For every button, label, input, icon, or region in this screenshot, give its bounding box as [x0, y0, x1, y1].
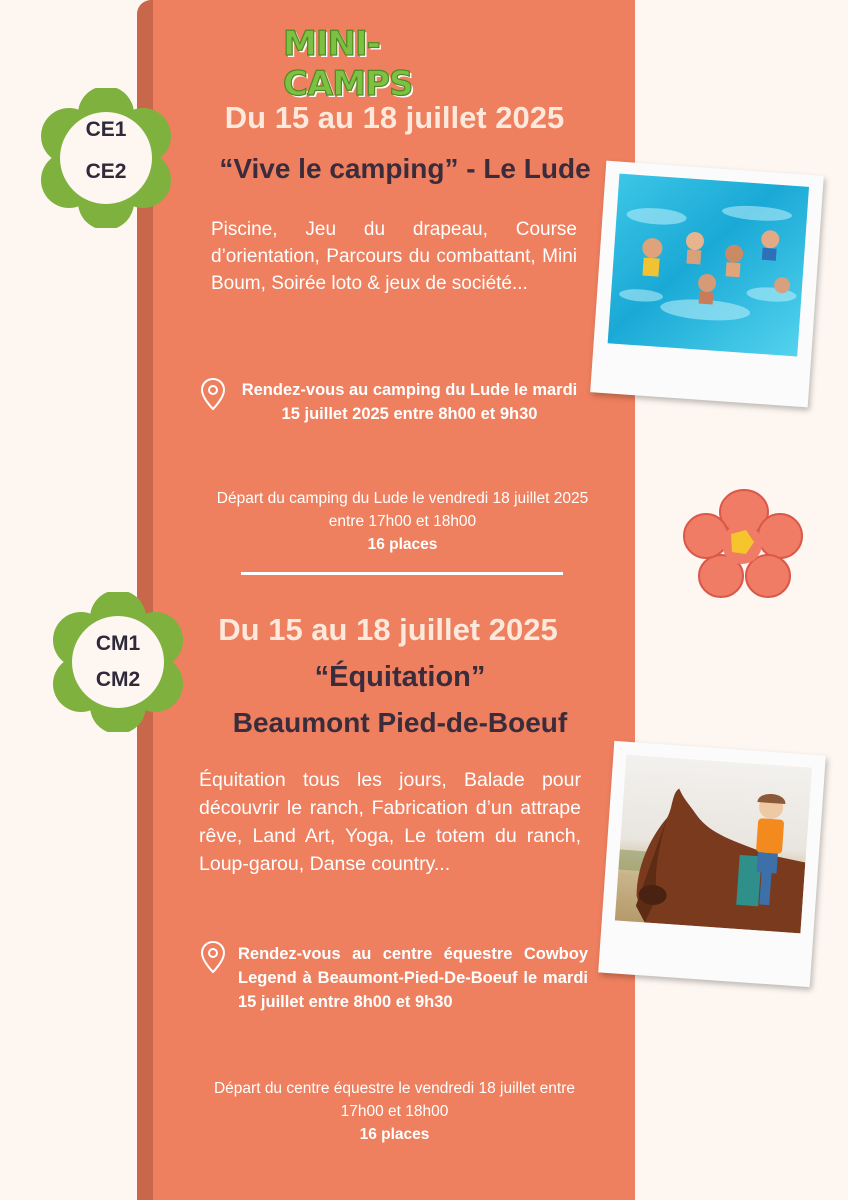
camp-dates: Du 15 au 18 juillet 2025: [218, 612, 558, 647]
departure-text: Départ du camping du Lude le vendredi 18 juillet 2025 entre 17h00 et 18h00: [216, 490, 589, 530]
camp-description: Équitation tous les jours, Balade pour découvrir le ranch, Fabrication d’un attrape rêve, Land Art, Yoga, Le totem du ranch, Loup-garou, Danse country...: [199, 769, 581, 875]
camp-name: “Vive le camping” - Le Lude: [219, 153, 591, 184]
level-label: CE2: [85, 160, 127, 183]
places-count: 16 places: [359, 1126, 430, 1143]
meeting-info: Rendez-vous au camping du Lude le mardi 15 juillet 2025 entre 8h00 et 9h30: [241, 381, 578, 423]
flower-badge-icon: [36, 88, 176, 228]
level-label: CM2: [95, 668, 141, 691]
level-label: CE1: [85, 118, 127, 141]
level-badge-ce: [36, 88, 176, 228]
location-pin-icon: [200, 377, 226, 411]
photo-horse: [598, 741, 826, 987]
camp-description: Piscine, Jeu du drapeau, Course d’orientation, Parcours du combattant, Mini Boum, Soirée loto & jeux de société...: [211, 219, 577, 294]
horse-photo-image: [615, 755, 812, 934]
level-label: CM1: [95, 632, 141, 655]
camp-name: “Équitation”: [314, 661, 486, 693]
photo-pool: [590, 161, 824, 408]
flower-decoration-icon: [676, 484, 806, 604]
camp-dates: Du 15 au 18 juillet 2025: [224, 100, 565, 135]
location-pin-icon: [200, 940, 226, 974]
departure-text: Départ du centre équestre le vendredi 18 juillet entre 17h00 et 18h00: [213, 1080, 576, 1120]
camp-location: Beaumont Pied-de-Boeuf: [232, 707, 568, 738]
meeting-info: Rendez-vous au centre équestre Cowboy Legend à Beaumont-Pied-De-Boeuf le mardi 15 juillet entre 8h00 et 9h30: [238, 945, 588, 1011]
page-title: MINI-CAMPS: [283, 24, 413, 104]
flower-badge-icon: [48, 592, 188, 732]
departure-info: [212, 1077, 577, 1146]
departure-info: [210, 487, 595, 556]
pool-photo-image: [608, 174, 809, 357]
section-divider: [241, 572, 563, 575]
level-badge-cm: [48, 592, 188, 732]
places-count: 16 places: [367, 536, 438, 553]
